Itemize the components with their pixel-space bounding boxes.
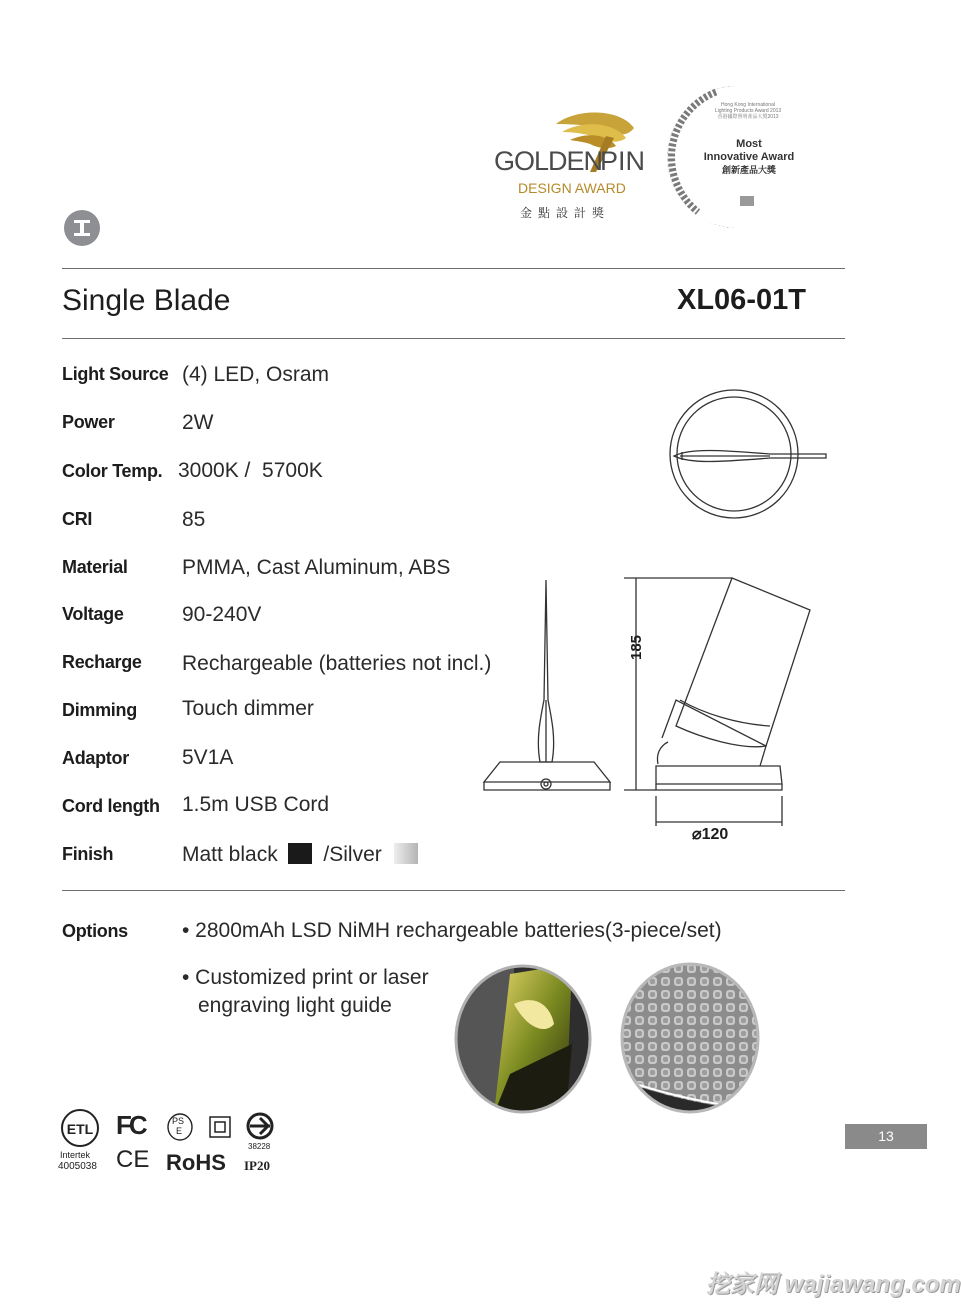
spec-value-recharge: Rechargeable (batteries not incl.)	[182, 652, 492, 675]
spec-label-dimming: Dimming	[62, 700, 137, 720]
etl-intertek: Intertek	[60, 1150, 91, 1160]
divider-title	[62, 338, 845, 339]
spec-label-cri: CRI	[62, 509, 93, 529]
hk-award-chinese: 創新產品大獎	[721, 165, 776, 175]
golden-pin-word1: GOLDEN	[494, 146, 603, 176]
watermark: 挖家网 wajiawang.com	[706, 1271, 961, 1298]
svg-text:ETL: ETL	[66, 1121, 94, 1137]
product-model: XL06-01T	[677, 284, 806, 316]
spec-label-color-temp: Color Temp.	[62, 461, 163, 481]
double-insulation-icon	[209, 1116, 231, 1138]
options-label: Options	[62, 921, 128, 941]
golden-pin-subtitle: DESIGN AWARD	[518, 180, 626, 196]
spec-value-material: PMMA, Cast Aluminum, ABS	[182, 556, 451, 579]
pse-mark	[166, 1112, 194, 1142]
black-swatch	[288, 843, 312, 864]
ce-mark: CE	[116, 1146, 150, 1173]
hk-innovative-award-badge	[668, 82, 818, 232]
spec-value-cord-length: 1.5m USB Cord	[182, 793, 330, 816]
hk-award-small-1: Hong Kong International	[721, 102, 775, 108]
spec-label-voltage: Voltage	[62, 604, 124, 624]
spec-label-power: Power	[62, 412, 115, 432]
etl-mark	[58, 1108, 102, 1174]
spec-value-light-source: (4) LED, Osram	[182, 363, 330, 386]
rohs-mark: RoHS	[166, 1150, 226, 1175]
page-number: 13	[845, 1124, 927, 1149]
spec-label-recharge: Recharge	[62, 652, 142, 672]
ip20-mark: IP20	[244, 1158, 270, 1173]
spec-label-light-source: Light Source	[62, 364, 169, 384]
laser-engraving-photo	[620, 962, 760, 1114]
pse-mark-bottom: E	[176, 1126, 183, 1136]
hk-award-innovative: Innovative Award	[703, 151, 795, 163]
spec-label-adaptor: Adaptor	[62, 748, 129, 768]
divider-top	[62, 268, 845, 269]
spec-label-cord-length: Cord length	[62, 796, 160, 816]
golden-pin-chinese: 金點設計獎	[520, 206, 611, 220]
hk-award-most: Most	[736, 138, 762, 150]
finish-option-black: Matt black	[182, 843, 278, 866]
section-icon	[64, 210, 100, 246]
pse-mark-top: PS	[172, 1116, 185, 1126]
spec-value-voltage: 90-240V	[182, 603, 262, 626]
dimension-diameter: ⌀120	[692, 826, 729, 843]
hk-award-small-3: 香港國際照明產品大獎2013	[717, 114, 779, 120]
silver-swatch	[394, 843, 418, 864]
spec-label-material: Material	[62, 557, 128, 577]
etl-number: 4005038	[58, 1161, 97, 1172]
divider-options	[62, 890, 845, 891]
golden-pin-word2: PIN	[600, 146, 646, 176]
printed-light-guide-photo	[454, 964, 592, 1114]
technical-drawing	[470, 370, 850, 840]
product-name: Single Blade	[62, 284, 231, 317]
dimension-height: 185	[628, 634, 645, 660]
spec-label-finish: Finish	[62, 844, 114, 864]
spec-value-power: 2W	[182, 411, 214, 434]
spec-value-finish	[182, 843, 418, 867]
finish-option-silver: /Silver	[323, 843, 382, 866]
option-item-engraving-line2: engraving light guide	[198, 994, 392, 1017]
spec-value-adaptor: 5V1A	[182, 746, 234, 769]
option-item-batteries: • 2800mAh LSD NiMH rechargeable batteries(3-piece/set)	[182, 919, 722, 942]
fcc-mark: FC	[116, 1110, 145, 1140]
spec-value-cri: 85	[182, 508, 206, 531]
spec-value-dimming: Touch dimmer	[182, 697, 314, 720]
hk-award-small-2: Lighting Products Award 2013	[714, 108, 782, 114]
golden-pin-award-logo	[490, 106, 646, 226]
spec-value-color-temp: 3000K / 5700K	[178, 459, 323, 482]
option-item-engraving: • Customized print or laser	[182, 966, 429, 989]
cb-mark-number: 38228	[248, 1142, 271, 1151]
